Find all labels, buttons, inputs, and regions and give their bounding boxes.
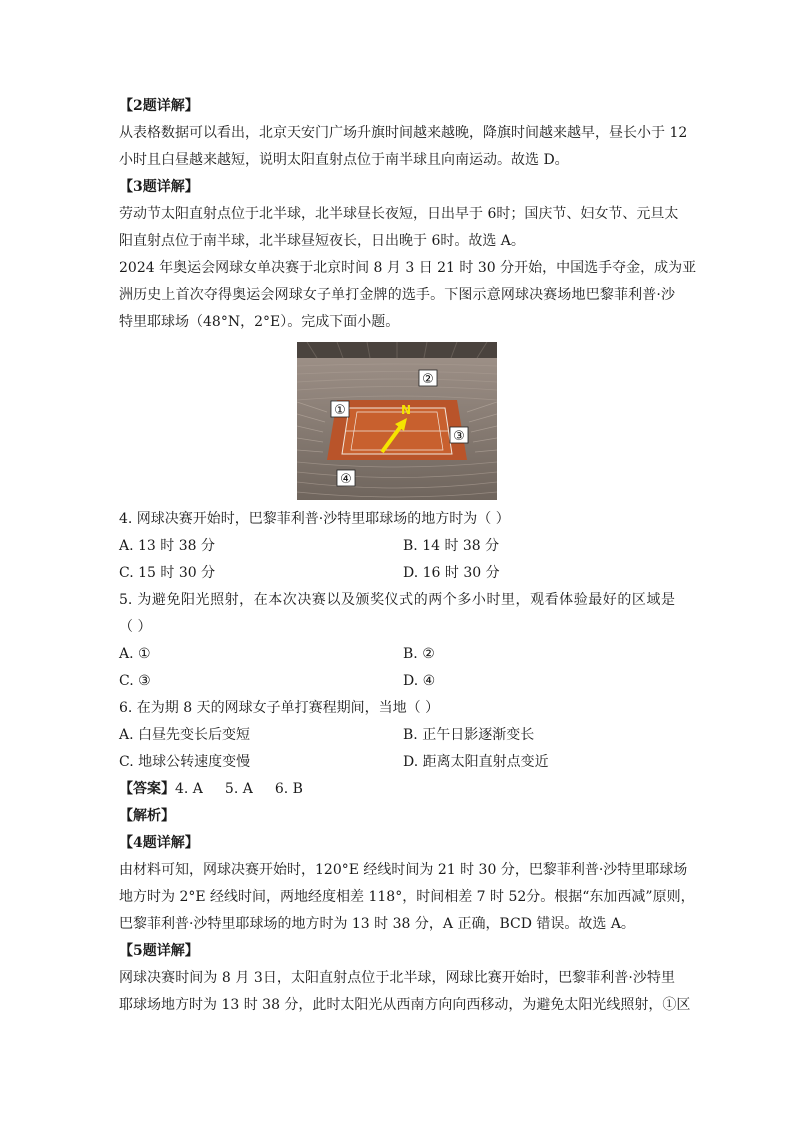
q4-option-d: D. 16 时 30 分 xyxy=(403,565,500,581)
answer-5: 5. A xyxy=(224,781,253,797)
material-intro-line: 2024 年奥运会网球女单决赛于北京时间 8 月 3 日 21 时 30 分开始，中国选手夺金，成为亚 xyxy=(119,260,697,276)
q5-option-b: B. ② xyxy=(403,646,435,662)
analysis-header: 【解析】 xyxy=(119,808,175,824)
q6-option-b: B. 正午日影逐渐变长 xyxy=(403,727,535,743)
q3-explanation-line: 劳动节太阳直射点位于北半球，北半球昼长夜短，日出早于 6时；国庆节、妇女节、元旦太 xyxy=(119,206,679,222)
document-content xyxy=(119,93,697,1019)
question-5-options-row xyxy=(119,668,675,695)
q6-option-d: D. 距离太阳直射点变近 xyxy=(403,754,549,770)
q5-explanation-line: 网球决赛时间为 8 月 3日，太阳直射点位于北半球，网球比赛开始时，巴黎菲利普·沙特里 xyxy=(119,970,675,986)
question-6-stem: 6. 在为期 8 天的网球女子单打赛程期间，当地（ ） xyxy=(119,700,440,716)
q2-explanation-line: 小时且白昼越来越短，说明太阳直射点位于南半球且向南运动。故选 D。 xyxy=(119,152,569,168)
tennis-court-photo xyxy=(297,342,497,500)
q4-option-c: C. 15 时 30 分 xyxy=(119,565,216,581)
marker-3: ③ xyxy=(453,429,465,444)
marker-2: ② xyxy=(422,372,434,387)
stadium-illustration xyxy=(297,342,497,500)
q6-option-a: A. 白昼先变长后变短 xyxy=(119,727,251,743)
q3-explanation-line: 阳直射点位于南半球，北半球昼短夜长，日出晚于 6时。故选 A。 xyxy=(119,233,525,249)
question-4-options-row xyxy=(119,560,675,587)
q3-explanation-header: 【3题详解】 xyxy=(119,179,199,195)
q5-explanation-line: 耶球场地方时为 13 时 38 分，此时太阳光从西南方向向西移动，为避免太阳光线照射，①区 xyxy=(119,997,691,1013)
marker-1: ① xyxy=(334,403,346,418)
marker-4: ④ xyxy=(340,472,352,487)
q2-explanation-line: 从表格数据可以看出，北京天安门广场升旗时间越来越晚，降旗时间越来越早，昼长小于 12 xyxy=(119,125,688,141)
question-6-options-row xyxy=(119,722,675,749)
question-5-stem: （ ） xyxy=(119,619,152,635)
q4-explanation-header: 【4题详解】 xyxy=(119,835,199,851)
q4-explanation-line: 巴黎菲利普·沙特里耶球场的地方时为 13 时 38 分，A 正确，BCD 错误。故选 A。 xyxy=(119,916,635,932)
q5-explanation-header: 【5题详解】 xyxy=(119,943,199,959)
q5-option-d: D. ④ xyxy=(403,673,436,689)
question-6-options-row xyxy=(119,749,675,776)
q4-explanation-line: 地方时为 2°E 经线时间，两地经度相差 118°，时间相差 7 时 52分。根据“东加西减”原则， xyxy=(119,889,695,905)
north-label: N xyxy=(401,403,412,417)
q6-option-c: C. 地球公转速度变慢 xyxy=(119,754,251,770)
q5-option-c: C. ③ xyxy=(119,673,151,689)
q4-option-a: A. 13 时 38 分 xyxy=(119,538,215,554)
question-5-stem: 5. 为避免阳光照射，在本次决赛以及颁奖仪式的两个多小时里，观看体验最好的区域是 xyxy=(119,592,675,608)
question-4-stem: 4. 网球决赛开始时，巴黎菲利普·沙特里耶球场的地方时为（ ） xyxy=(119,511,510,527)
q4-explanation-line: 由材料可知，网球决赛开始时，120°E 经线时间为 21 时 30 分，巴黎菲利普·沙特里耶球场 xyxy=(119,862,688,878)
material-intro-line: 特里耶球场（48°N，2°E）。完成下面小题。 xyxy=(119,314,400,330)
answer-4: 4. A xyxy=(175,781,203,797)
question-5-options-row xyxy=(119,641,675,668)
q4-option-b: B. 14 时 38 分 xyxy=(403,538,500,554)
answer-label: 【答案】 xyxy=(119,781,175,797)
answer-6: 6. B xyxy=(274,781,303,797)
q5-option-a: A. ① xyxy=(119,646,151,662)
question-4-options-row xyxy=(119,533,675,560)
material-intro-line: 洲历史上首次夺得奥运会网球女子单打金牌的选手。下图示意网球决赛场地巴黎菲利普·沙 xyxy=(119,287,675,303)
q2-explanation-header: 【2题详解】 xyxy=(119,98,199,114)
answer-line xyxy=(119,776,675,803)
